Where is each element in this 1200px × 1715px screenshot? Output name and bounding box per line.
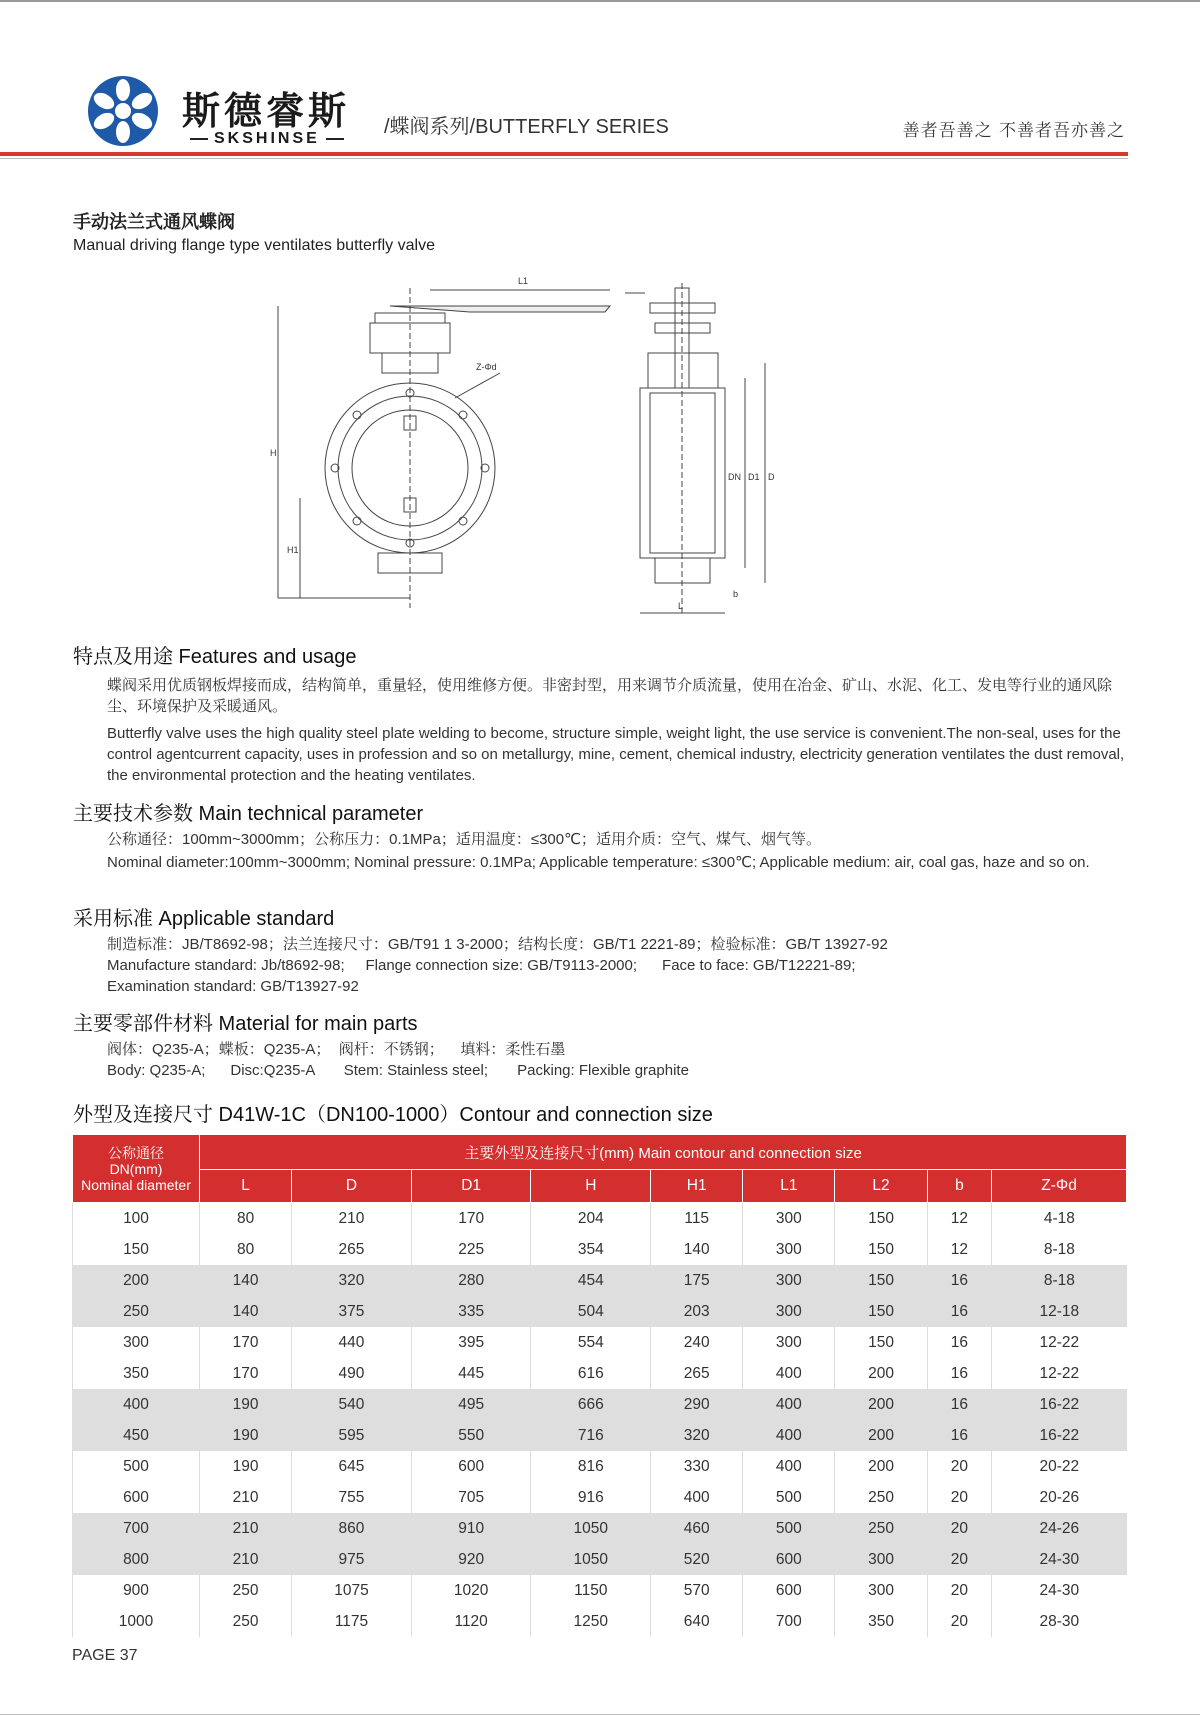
brand-logo-icon	[86, 74, 160, 148]
table-cell: 20	[927, 1513, 992, 1544]
table-cell: 440	[292, 1327, 412, 1358]
table-cell: 1020	[411, 1575, 531, 1606]
table-cell: 300	[743, 1234, 835, 1265]
table-cell: 395	[411, 1327, 531, 1358]
materials-text-en: Body: Q235-A; Disc:Q235-A Stem: Stainless steel; Packing: Flexible graphite	[107, 1062, 689, 1079]
column-header-2: D1	[411, 1170, 531, 1203]
table-cell: 400	[743, 1389, 835, 1420]
table-cell: 540	[292, 1389, 412, 1420]
table-cell: 400	[743, 1358, 835, 1389]
table-cell: 200	[835, 1420, 927, 1451]
table-heading: 外型及连接尺寸 D41W-1C（DN100-1000）Contour and connection size	[73, 1104, 713, 1126]
parameters-text-en: Nominal diameter:100mm~3000mm; Nominal pressure: 0.1MPa; Applicable temperature: ≤300℃; Applicable medium: air, coal gas, haze and so on.	[107, 854, 1090, 871]
table-cell: 8-18	[992, 1234, 1127, 1265]
label-d1: D1	[748, 472, 760, 482]
table-cell: 920	[411, 1544, 531, 1575]
table-cell: 375	[292, 1296, 412, 1327]
table-cell: 600	[743, 1575, 835, 1606]
table-cell: 250	[200, 1575, 292, 1606]
label-l1: L1	[518, 276, 529, 286]
table-cell: 16	[927, 1420, 992, 1451]
table-cell: 300	[835, 1544, 927, 1575]
table-cell: 12-22	[992, 1358, 1127, 1389]
table-cell: 335	[411, 1296, 531, 1327]
table-cell: 150	[835, 1234, 927, 1265]
dn-cell: 300	[73, 1327, 200, 1358]
table-row	[73, 1606, 1127, 1637]
dn-cell: 200	[73, 1265, 200, 1296]
table-cell: 16	[927, 1265, 992, 1296]
table-cell: 150	[835, 1203, 927, 1235]
column-header-3: H	[531, 1170, 651, 1203]
table-row	[73, 1575, 1127, 1606]
table-cell: 495	[411, 1389, 531, 1420]
column-header-4: H1	[651, 1170, 743, 1203]
table-cell: 700	[743, 1606, 835, 1637]
table-row	[73, 1451, 1127, 1482]
table-cell: 520	[651, 1544, 743, 1575]
table-cell: 1075	[292, 1575, 412, 1606]
table-cell: 1150	[531, 1575, 651, 1606]
table-cell: 24-26	[992, 1513, 1127, 1544]
table-cell: 1175	[292, 1606, 412, 1637]
table-cell: 250	[200, 1606, 292, 1637]
table-cell: 20	[927, 1482, 992, 1513]
table-cell: 400	[743, 1420, 835, 1451]
table-cell: 1050	[531, 1513, 651, 1544]
table-cell: 400	[743, 1451, 835, 1482]
table-cell: 1120	[411, 1606, 531, 1637]
table-cell: 8-18	[992, 1265, 1127, 1296]
parameters-text-cn: 公称通径：100mm~3000mm；公称压力：0.1MPa；适用温度：≤300℃；适用介质：空气、煤气、烟气等。	[107, 831, 821, 848]
table-cell: 265	[292, 1234, 412, 1265]
dn-cell: 800	[73, 1544, 200, 1575]
table-cell: 12-18	[992, 1296, 1127, 1327]
table-cell: 454	[531, 1265, 651, 1296]
column-header-row	[73, 1170, 1127, 1203]
parameters-section	[73, 797, 1128, 873]
table-cell: 570	[651, 1575, 743, 1606]
table-row	[73, 1513, 1127, 1544]
label-d: D	[768, 472, 775, 482]
table-cell: 16	[927, 1296, 992, 1327]
table-cell: 210	[292, 1203, 412, 1235]
dn-header-line1: 公称通径	[108, 1144, 164, 1161]
table-cell: 170	[200, 1327, 292, 1358]
table-cell: 1050	[531, 1544, 651, 1575]
table-cell: 975	[292, 1544, 412, 1575]
table-cell: 140	[200, 1296, 292, 1327]
table-cell: 500	[743, 1513, 835, 1544]
group-header: 主要外型及连接尺寸(mm) Main contour and connection size	[200, 1135, 1127, 1170]
label-b: b	[733, 589, 739, 599]
table-cell: 204	[531, 1203, 651, 1235]
label-dn: DN	[728, 472, 741, 482]
table-row	[73, 1234, 1127, 1265]
dn-column-header	[73, 1135, 200, 1203]
table-cell: 170	[200, 1358, 292, 1389]
table-cell: 20-22	[992, 1451, 1127, 1482]
table-cell: 916	[531, 1482, 651, 1513]
table-cell: 460	[651, 1513, 743, 1544]
table-body	[73, 1203, 1127, 1638]
table-cell: 24-30	[992, 1575, 1127, 1606]
column-header-1: D	[292, 1170, 412, 1203]
table-cell: 150	[835, 1265, 927, 1296]
table-cell: 150	[835, 1296, 927, 1327]
features-heading: 特点及用途 Features and usage	[73, 646, 357, 668]
table-cell: 816	[531, 1451, 651, 1482]
product-title	[73, 208, 435, 255]
product-title-cn: 手动法兰式通风蝶阀	[73, 212, 235, 232]
table-cell: 140	[200, 1265, 292, 1296]
dimension-table	[72, 1134, 1127, 1637]
table-cell: 24-30	[992, 1544, 1127, 1575]
standard-section	[73, 902, 1128, 997]
standard-text-en-1: Manufacture standard: Jb/t8692-98; Flange connection size: GB/T9113-2000; Face to face: GB/T12221-89;	[107, 957, 856, 974]
dn-cell: 1000	[73, 1606, 200, 1637]
table-cell: 20	[927, 1606, 992, 1637]
table-cell: 300	[743, 1327, 835, 1358]
table-cell: 210	[200, 1513, 292, 1544]
table-cell: 150	[835, 1327, 927, 1358]
brand-name-en: SKSHINSE	[184, 130, 350, 148]
dn-cell: 100	[73, 1203, 200, 1235]
materials-section	[73, 1007, 1128, 1081]
table-cell: 16	[927, 1389, 992, 1420]
table-cell: 666	[531, 1389, 651, 1420]
standard-text-en-2: Examination standard: GB/T13927-92	[107, 978, 359, 995]
table-cell: 20	[927, 1575, 992, 1606]
dn-cell: 700	[73, 1513, 200, 1544]
table-cell: 170	[411, 1203, 531, 1235]
parameters-heading: 主要技术参数 Main technical parameter	[73, 803, 424, 825]
table-row	[73, 1420, 1127, 1451]
table-cell: 300	[743, 1203, 835, 1235]
table-cell: 16-22	[992, 1420, 1127, 1451]
table-cell: 595	[292, 1420, 412, 1451]
product-title-en: Manual driving flange type ventilates butterfly valve	[73, 237, 435, 254]
materials-text-cn: 阀体：Q235-A；蝶板：Q235-A； 阀杆：不锈钢； 填料：柔性石墨	[107, 1041, 566, 1058]
table-cell: 645	[292, 1451, 412, 1482]
column-header-6: L2	[835, 1170, 927, 1203]
features-section	[73, 640, 1128, 786]
table-cell: 1250	[531, 1606, 651, 1637]
table-row	[73, 1296, 1127, 1327]
table-cell: 350	[835, 1606, 927, 1637]
dn-cell: 500	[73, 1451, 200, 1482]
table-cell: 175	[651, 1265, 743, 1296]
table-cell: 16	[927, 1327, 992, 1358]
table-cell: 12	[927, 1203, 992, 1235]
table-cell: 490	[292, 1358, 412, 1389]
table-cell: 600	[743, 1544, 835, 1575]
dn-cell: 350	[73, 1358, 200, 1389]
table-cell: 616	[531, 1358, 651, 1389]
table-cell: 200	[835, 1389, 927, 1420]
table-cell: 4-18	[992, 1203, 1127, 1235]
table-cell: 300	[743, 1265, 835, 1296]
column-header-5: L1	[743, 1170, 835, 1203]
table-cell: 200	[835, 1358, 927, 1389]
table-cell: 210	[200, 1482, 292, 1513]
dn-cell: 150	[73, 1234, 200, 1265]
dn-cell: 450	[73, 1420, 200, 1451]
table-cell: 300	[835, 1575, 927, 1606]
column-header-0: L	[200, 1170, 292, 1203]
table-cell: 140	[651, 1234, 743, 1265]
dn-cell: 400	[73, 1389, 200, 1420]
table-cell: 705	[411, 1482, 531, 1513]
materials-heading: 主要零部件材料 Material for main parts	[73, 1013, 418, 1035]
top-border	[0, 0, 1200, 2]
dn-cell: 900	[73, 1575, 200, 1606]
table-cell: 250	[835, 1513, 927, 1544]
table-cell: 320	[651, 1420, 743, 1451]
label-h1: H1	[287, 545, 299, 555]
page-number: PAGE 37	[72, 1647, 138, 1664]
series-title: /蝶阀系列/BUTTERFLY SERIES	[384, 116, 669, 138]
table-cell: 716	[531, 1420, 651, 1451]
dn-header-line2: DN(mm)	[109, 1160, 163, 1177]
table-cell: 330	[651, 1451, 743, 1482]
table-cell: 250	[835, 1482, 927, 1513]
table-cell: 190	[200, 1420, 292, 1451]
valve-technical-drawing	[270, 268, 870, 628]
table-cell: 554	[531, 1327, 651, 1358]
table-cell: 20	[927, 1451, 992, 1482]
brand-name-cn: 斯德睿斯	[182, 89, 351, 133]
table-cell: 16	[927, 1358, 992, 1389]
label-zd: Z-Φd	[476, 362, 497, 372]
table-cell: 265	[651, 1358, 743, 1389]
motto: 善者吾善之 不善者吾亦善之	[902, 121, 1125, 141]
table-cell: 225	[411, 1234, 531, 1265]
table-cell: 28-30	[992, 1606, 1127, 1637]
label-l: L	[678, 601, 684, 611]
column-header-7: b	[927, 1170, 992, 1203]
label-h: H	[270, 448, 277, 458]
features-text-en: Butterfly valve uses the high quality steel plate welding to become, structure simple, weight light, the use service is convenient.The non-seal, uses for the control agentcurrent capacity, uses in profession and so on metallurgy, mine, cement, chemical industry, electricity generation ventilates the dust removal, the environmental protection and the heating ventilates.	[107, 725, 1125, 784]
table-cell: 190	[200, 1451, 292, 1482]
dn-header-line3: Nominal diameter	[81, 1176, 191, 1193]
table-cell: 500	[743, 1482, 835, 1513]
table-row	[73, 1203, 1127, 1235]
table-cell: 240	[651, 1327, 743, 1358]
table-cell: 320	[292, 1265, 412, 1296]
table-cell: 755	[292, 1482, 412, 1513]
table-row	[73, 1265, 1127, 1296]
table-cell: 115	[651, 1203, 743, 1235]
table-cell: 12	[927, 1234, 992, 1265]
table-cell: 910	[411, 1513, 531, 1544]
table-cell: 210	[200, 1544, 292, 1575]
features-text-cn: 蝶阀采用优质钢板焊接而成，结构简单，重量轻，使用维修方便。非密封型，用来调节介质流量，使用在冶金、矿山、水泥、化工、发电等行业的通风除尘、环境保护及采暖通风。	[107, 677, 1113, 715]
table-cell: 640	[651, 1606, 743, 1637]
table-cell: 20	[927, 1544, 992, 1575]
table-cell: 550	[411, 1420, 531, 1451]
table-row	[73, 1327, 1127, 1358]
table-cell: 80	[200, 1203, 292, 1235]
table-cell: 860	[292, 1513, 412, 1544]
table-cell: 20-26	[992, 1482, 1127, 1513]
table-cell: 354	[531, 1234, 651, 1265]
table-row	[73, 1544, 1127, 1575]
table-cell: 80	[200, 1234, 292, 1265]
table-cell: 445	[411, 1358, 531, 1389]
standard-heading: 采用标准 Applicable standard	[73, 908, 335, 930]
table-cell: 300	[743, 1296, 835, 1327]
table-cell: 200	[835, 1451, 927, 1482]
table-cell: 203	[651, 1296, 743, 1327]
table-row	[73, 1482, 1127, 1513]
table-cell: 190	[200, 1389, 292, 1420]
table-cell: 400	[651, 1482, 743, 1513]
standard-text-cn: 制造标准：JB/T8692-98；法兰连接尺寸：GB/T91 1 3-2000；结构长度：GB/T1 2221-89；检验标准：GB/T 13927-92	[107, 936, 888, 953]
table-cell: 600	[411, 1451, 531, 1482]
table-row	[73, 1358, 1127, 1389]
header-divider	[0, 152, 1128, 156]
table-row	[73, 1389, 1127, 1420]
table-cell: 16-22	[992, 1389, 1127, 1420]
dn-cell: 250	[73, 1296, 200, 1327]
table-cell: 12-22	[992, 1327, 1127, 1358]
column-header-8: Z-Φd	[992, 1170, 1127, 1203]
header-divider-thin	[0, 158, 1128, 159]
table-cell: 280	[411, 1265, 531, 1296]
table-cell: 290	[651, 1389, 743, 1420]
dn-cell: 600	[73, 1482, 200, 1513]
table-cell: 504	[531, 1296, 651, 1327]
